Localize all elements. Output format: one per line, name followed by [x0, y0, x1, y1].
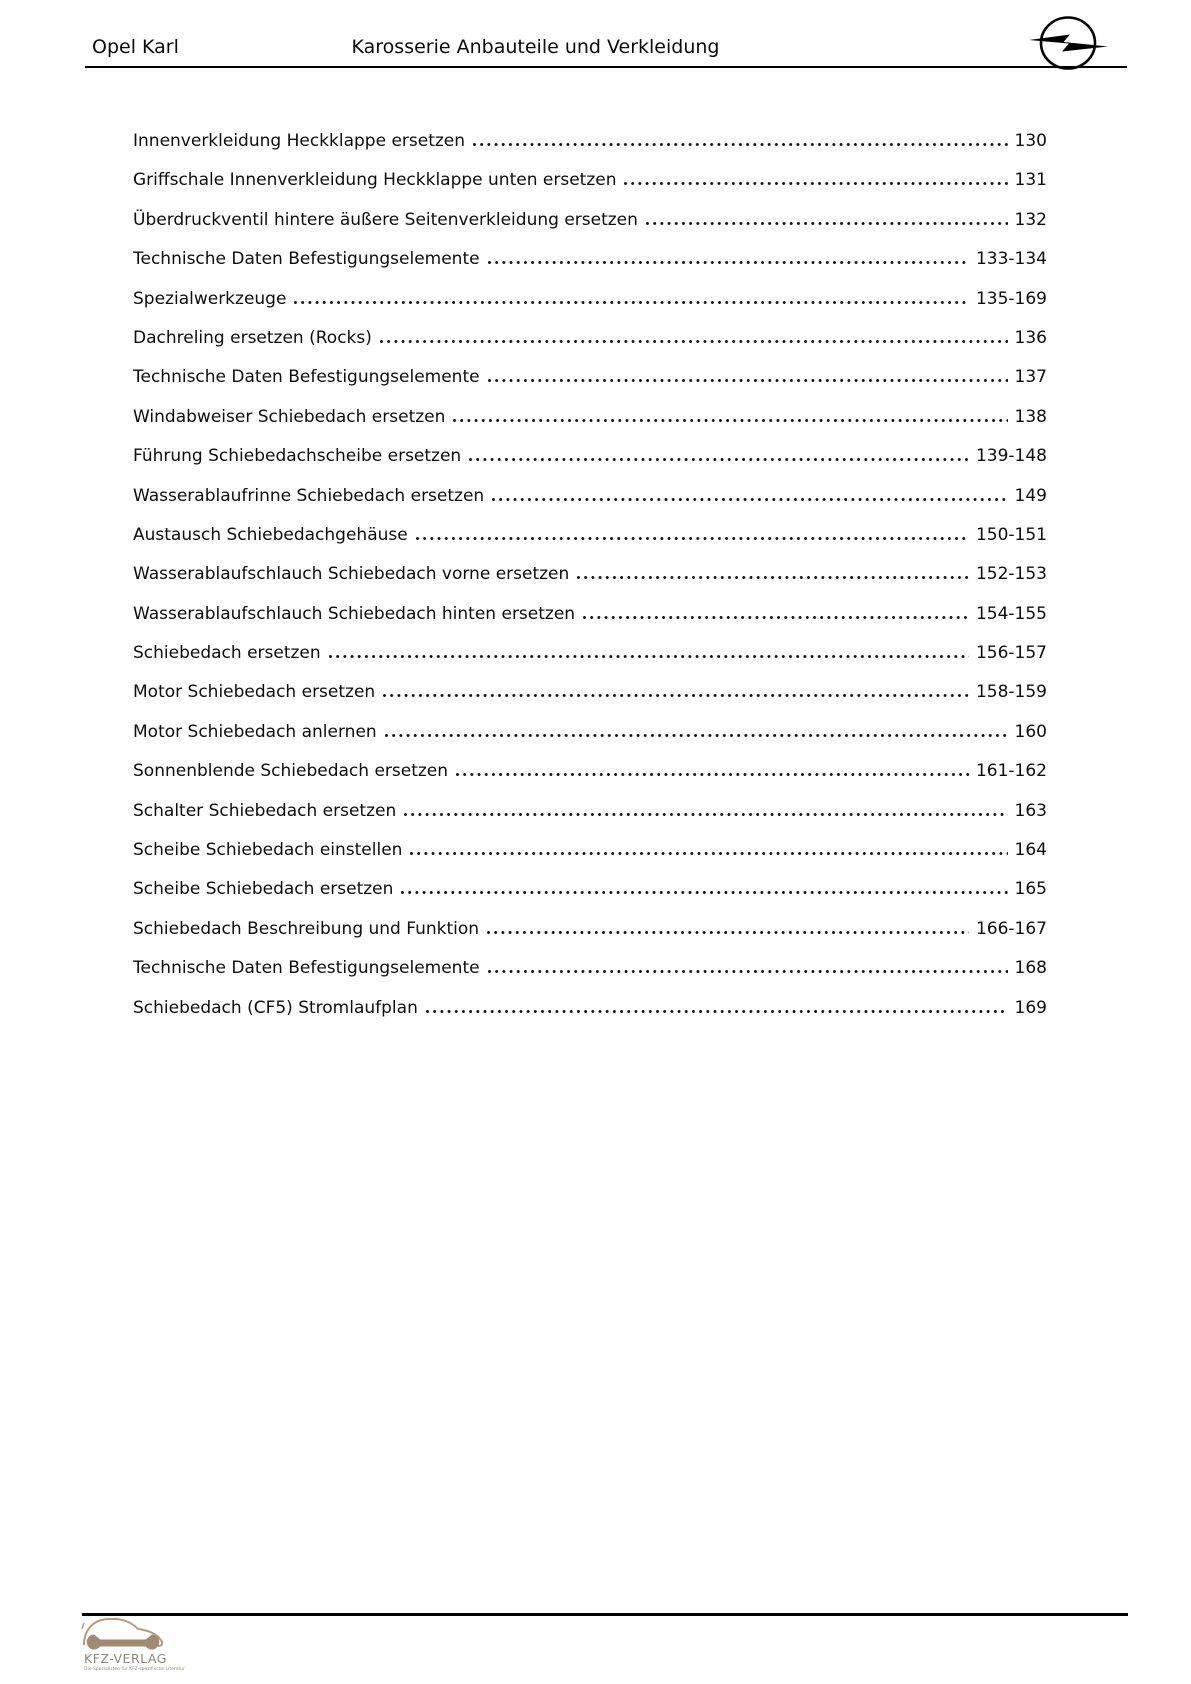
toc-row	[133, 949, 1047, 988]
toc-row	[133, 201, 1047, 240]
toc-row	[133, 989, 1047, 1028]
dot-leader	[383, 694, 969, 697]
toc-row	[133, 713, 1047, 752]
toc-entry-label: Scheibe Schiebedach ersetzen	[133, 879, 394, 900]
toc-page-number: 137	[1014, 367, 1047, 388]
toc-page-number: 169	[1014, 997, 1047, 1018]
toc-page-number: 154-155	[975, 603, 1047, 624]
toc-entry-label: Scheibe Schiebedach einstellen	[133, 840, 403, 861]
toc-row	[133, 319, 1047, 358]
toc-page-number: 158-159	[975, 682, 1047, 703]
toc-page-number: 166-167	[975, 918, 1047, 939]
toc-row	[133, 161, 1047, 200]
dot-leader	[329, 655, 969, 658]
dot-leader	[426, 1010, 1008, 1013]
toc-page-number: 150-151	[975, 524, 1047, 545]
dot-leader	[488, 379, 1008, 382]
toc-list	[133, 122, 1047, 1028]
toc-page-number: 165	[1014, 879, 1047, 900]
dot-leader	[646, 222, 1008, 225]
toc-entry-label: Überdruckventil hintere äußere Seitenverkleidung ersetzen	[133, 209, 638, 230]
dot-leader	[453, 419, 1007, 422]
publisher-tagline: Die Spezialisten für KFZ-spezifische Literatur	[84, 1667, 185, 1672]
dot-leader	[492, 498, 1007, 501]
toc-page-number: 131	[1014, 170, 1047, 191]
dot-leader	[624, 182, 1007, 185]
toc-entry-label: Wasserablaufschlauch Schiebedach vorne ersetzen	[133, 564, 570, 585]
toc-page-number: 160	[1014, 721, 1047, 742]
toc-entry-label: Spezialwerkzeuge	[133, 288, 287, 309]
toc-page-number: 132	[1014, 209, 1047, 230]
dot-leader	[577, 576, 969, 579]
dot-leader	[380, 340, 1008, 343]
dot-leader	[487, 931, 969, 934]
toc-row	[133, 870, 1047, 909]
toc-entry-label: Griffschale Innenverkleidung Heckklappe unten ersetzen	[133, 170, 617, 191]
toc-entry-label: Führung Schiebedachscheibe ersetzen	[133, 446, 462, 467]
toc-entry-label: Wasserablaufrinne Schiebedach ersetzen	[133, 485, 485, 506]
dot-leader	[469, 458, 969, 461]
dot-leader	[401, 891, 1007, 894]
opel-blitz-icon	[1026, 14, 1110, 76]
dot-leader	[583, 616, 969, 619]
toc-page-number: 149	[1014, 485, 1047, 506]
toc-entry-label: Wasserablaufschlauch Schiebedach hinten ersetzen	[133, 603, 576, 624]
toc-row	[133, 792, 1047, 831]
toc-row	[133, 910, 1047, 949]
toc-row	[133, 555, 1047, 594]
dot-leader	[404, 813, 1007, 816]
toc-row	[133, 752, 1047, 791]
toc-entry-label: Technische Daten Befestigungselemente	[133, 249, 480, 270]
toc-row	[133, 398, 1047, 437]
toc-page-number: 135-169	[975, 288, 1047, 309]
dot-leader	[456, 773, 969, 776]
toc-row	[133, 634, 1047, 673]
toc-row	[133, 122, 1047, 161]
toc-entry-label: Motor Schiebedach anlernen	[133, 721, 377, 742]
dot-leader	[488, 261, 969, 264]
dot-leader	[473, 143, 1008, 146]
dot-leader	[410, 852, 1007, 855]
toc-row	[133, 831, 1047, 870]
toc-page-number: 130	[1014, 131, 1047, 151]
toc-entry-label: Technische Daten Befestigungselemente	[133, 958, 480, 979]
toc-row	[133, 595, 1047, 634]
toc-row	[133, 516, 1047, 555]
toc-page-number: 138	[1014, 406, 1047, 427]
publisher-name: KFZ-VERLAG	[84, 1651, 167, 1666]
toc-entry-label: Schalter Schiebedach ersetzen	[133, 800, 397, 821]
toc-page-number: 161-162	[975, 761, 1047, 782]
dot-leader	[294, 301, 969, 304]
toc-page-number: 139-148	[975, 446, 1047, 467]
chapter-title: Karosserie Anbauteile und Verkleidung	[351, 36, 720, 58]
toc-entry-label: Schiebedach ersetzen	[133, 643, 321, 664]
document-model-title: Opel Karl	[92, 36, 179, 58]
toc-entry-label: Austausch Schiebedachgehäuse	[133, 524, 408, 545]
dot-leader	[488, 970, 1008, 973]
toc-page-number: 163	[1014, 800, 1047, 821]
car-wrench-icon	[80, 1615, 172, 1653]
toc-entry-label: Sonnenblende Schiebedach ersetzen	[133, 761, 449, 782]
toc-entry-label: Schiebedach Beschreibung und Funktion	[133, 918, 480, 939]
toc-entry-label: Technische Daten Befestigungselemente	[133, 367, 480, 388]
toc-row	[133, 437, 1047, 476]
toc-row	[133, 477, 1047, 516]
toc-entry-label: Innenverkleidung Heckklappe ersetzen	[133, 131, 466, 151]
toc-entry-label: Schiebedach (CF5) Stromlaufplan	[133, 997, 418, 1018]
toc-page-number: 156-157	[975, 643, 1047, 664]
header-divider	[85, 66, 1127, 68]
toc-page-number: 164	[1014, 840, 1047, 861]
dot-leader	[416, 537, 969, 540]
toc-page-number: 152-153	[975, 564, 1047, 585]
dot-leader	[385, 734, 1008, 737]
toc-entry-label: Dachreling ersetzen (Rocks)	[133, 327, 372, 348]
toc-page-number: 136	[1014, 327, 1047, 348]
toc-row	[133, 358, 1047, 397]
toc-entry-label: Windabweiser Schiebedach ersetzen	[133, 406, 446, 427]
toc-row	[133, 280, 1047, 319]
toc-row	[133, 240, 1047, 279]
toc-page-number: 133-134	[975, 249, 1047, 270]
footer-divider	[82, 1613, 1128, 1616]
toc-page-number: 168	[1014, 958, 1047, 979]
toc-row	[133, 673, 1047, 712]
toc-entry-label: Motor Schiebedach ersetzen	[133, 682, 376, 703]
kfz-verlag-logo	[80, 1615, 190, 1672]
